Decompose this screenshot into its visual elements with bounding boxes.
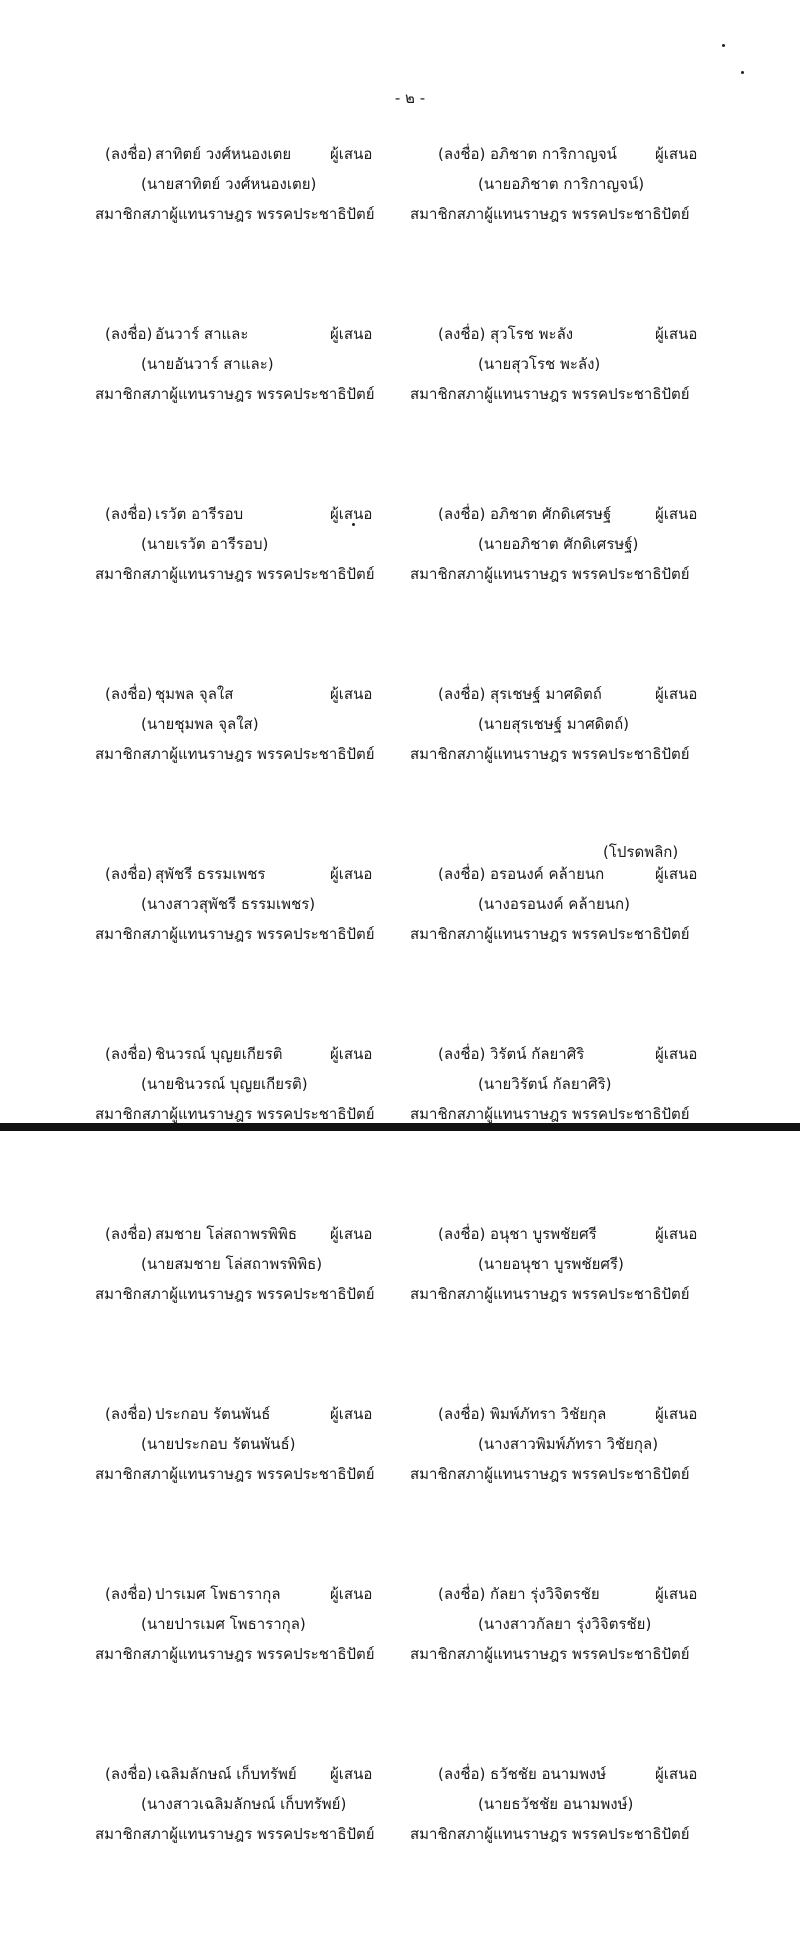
affiliation-line: สมาชิกสภาผู้แทนราษฎร พรรคประชาธิปัตย์ [410,205,690,223]
proposer-label: ผู้เสนอ [330,325,373,343]
sign-label: (ลงชื่อ) [105,685,153,703]
proposer-label: ผู้เสนอ [330,505,373,523]
sign-label: (ลงชื่อ) [105,145,153,163]
signer-full-name: (นายอภิชาต ศักดิเศรษฐ์) [478,535,639,553]
proposer-label: ผู้เสนอ [655,1585,698,1603]
signer-name: พิมพ์ภัทรา วิชัยกุล [490,1405,607,1423]
sign-label: (ลงชื่อ) [438,1405,486,1423]
scan-speck [741,71,744,74]
signer-name: เรวัต อารีรอบ [155,505,244,523]
signature-entry [95,859,395,1039]
proposer-label: ผู้เสนอ [330,145,373,163]
sign-label: (ลงชื่อ) [105,1585,153,1603]
signer-name: กัลยา รุ่งวิจิตรชัย [490,1585,600,1603]
signature-entry [410,679,720,859]
proposer-label: ผู้เสนอ [330,865,373,883]
signature-entry [95,1399,395,1579]
signature-line [95,139,395,169]
signer-name: ชินวรณ์ บุญยเกียรติ [155,1045,283,1063]
proposer-label: ผู้เสนอ [655,1225,698,1243]
proposer-label: ผู้เสนอ [330,1405,373,1423]
signer-name: อภิชาต การิกาญจน์ [490,145,617,163]
signature-entry [95,1579,395,1759]
sign-label: (ลงชื่อ) [105,1045,153,1063]
affiliation-line: สมาชิกสภาผู้แทนราษฎร พรรคประชาธิปัตย์ [95,1645,375,1663]
signer-name: สุพัชรี ธรรมเพชร [155,865,266,883]
signer-full-name: (นายชินวรณ์ บุญยเกียรติ) [141,1075,308,1093]
affiliation-line: สมาชิกสภาผู้แทนราษฎร พรรคประชาธิปัตย์ [410,385,690,403]
signer-full-name: (นางสาวพิมพ์ภัทรา วิชัยกุล) [478,1435,659,1453]
signer-name: อรอนงค์ คล้ายนก [490,865,605,883]
right-signature-column [410,139,720,1939]
signature-line [410,1219,720,1249]
sign-label: (ลงชื่อ) [438,1045,486,1063]
signature-entry [410,1759,720,1939]
signature-line [95,1219,395,1249]
signer-full-name: (นางสาวกัลยา รุ่งวิจิตรชัย) [478,1615,652,1633]
signature-entry [95,139,395,319]
affiliation-line: สมาชิกสภาผู้แทนราษฎร พรรคประชาธิปัตย์ [410,925,690,943]
signer-name: อนุชา บูรพชัยศรี [490,1225,597,1243]
signature-line [95,679,395,709]
sign-label: (ลงชื่อ) [105,865,153,883]
signature-line [95,1759,395,1789]
signature-line [95,499,395,529]
signer-full-name: (นายอันวาร์ สาและ) [141,355,274,373]
signer-name: วิรัตน์ กัลยาศิริ [490,1045,585,1063]
signature-line [410,679,720,709]
signature-entry [95,499,395,679]
signature-entry [410,319,720,499]
signer-name: ประกอบ รัตนพันธ์ [155,1405,271,1423]
affiliation-line: สมาชิกสภาผู้แทนราษฎร พรรคประชาธิปัตย์ [410,1465,690,1483]
signer-name: สาทิตย์ วงศ์หนองเตย [155,145,292,163]
signature-line [410,499,720,529]
sign-label: (ลงชื่อ) [105,1225,153,1243]
signer-name: สมชาย โล่สถาพรพิพิธ [155,1225,297,1243]
signer-full-name: (นายสุรเชษฐ์ มาศดิตถ์) [478,715,630,733]
signature-line [95,1039,395,1069]
affiliation-line: สมาชิกสภาผู้แทนราษฎร พรรคประชาธิปัตย์ [95,1105,375,1123]
affiliation-line: สมาชิกสภาผู้แทนราษฎร พรรคประชาธิปัตย์ [410,1645,690,1663]
signer-full-name: (นางสาวเฉลิมลักษณ์ เก็บทรัพย์) [141,1795,347,1813]
signer-full-name: (นางอรอนงค์ คล้ายนก) [478,895,630,913]
proposer-label: ผู้เสนอ [655,325,698,343]
affiliation-line: สมาชิกสภาผู้แทนราษฎร พรรคประชาธิปัตย์ [95,385,375,403]
signature-line [95,1579,395,1609]
proposer-label: ผู้เสนอ [655,1765,698,1783]
signature-line [95,1399,395,1429]
signer-name: ปารเมศ โพธารากุล [155,1585,281,1603]
turn-over-note: (โปรดพลิก) [603,843,679,861]
signer-full-name: (นายวิรัตน์ กัลยาศิริ) [478,1075,612,1093]
signature-line [410,1579,720,1609]
proposer-label: ผู้เสนอ [655,685,698,703]
sign-label: (ลงชื่อ) [438,505,486,523]
signer-name: อันวาร์ สาและ [155,325,249,343]
sign-label: (ลงชื่อ) [438,1225,486,1243]
sign-label: (ลงชื่อ) [438,145,486,163]
signature-line [95,319,395,349]
affiliation-line: สมาชิกสภาผู้แทนราษฎร พรรคประชาธิปัตย์ [410,1285,690,1303]
signer-full-name: (นายปารเมศ โพธารากุล) [141,1615,306,1633]
proposer-label: ผู้เสนอ [330,1585,373,1603]
affiliation-line: สมาชิกสภาผู้แทนราษฎร พรรคประชาธิปัตย์ [95,1285,375,1303]
proposer-label: ผู้เสนอ [655,505,698,523]
affiliation-line: สมาชิกสภาผู้แทนราษฎร พรรคประชาธิปัตย์ [410,745,690,763]
signature-entry [410,1399,720,1579]
signature-entry [410,1219,720,1399]
sign-label: (ลงชื่อ) [438,325,486,343]
proposer-label: ผู้เสนอ [655,145,698,163]
signer-name: สุรเชษฐ์ มาศดิตถ์ [490,685,602,703]
scan-bottom-edge [0,1123,800,1131]
proposer-label: ผู้เสนอ [655,1405,698,1423]
signature-line [410,1759,720,1789]
signature-line [410,1399,720,1429]
signature-entry [95,679,395,859]
signature-line [410,139,720,169]
signature-entry [95,319,395,499]
signature-entry [410,859,720,1039]
signature-line [410,1039,720,1069]
affiliation-line: สมาชิกสภาผู้แทนราษฎร พรรคประชาธิปัตย์ [410,1105,690,1123]
signer-full-name: (นายเรวัต อารีรอบ) [141,535,269,553]
signature-line [410,319,720,349]
signature-entry [410,139,720,319]
signer-full-name: (นางสาวสุพัชรี ธรรมเพชร) [141,895,316,913]
signer-full-name: (นายสุวโรช พะลัง) [478,355,601,373]
proposer-label: ผู้เสนอ [330,1045,373,1063]
signer-full-name: (นายอนุชา บูรพชัยศรี) [478,1255,624,1273]
proposer-label: ผู้เสนอ [655,865,698,883]
signer-full-name: (นายสาทิตย์ วงศ์หนองเตย) [141,175,317,193]
signature-entry [410,1579,720,1759]
proposer-label: ผู้เสนอ [330,685,373,703]
signer-name: สุวโรช พะลัง [490,325,574,343]
signer-full-name: (นายประกอบ รัตนพันธ์) [141,1435,296,1453]
signer-full-name: (นายอภิชาต การิกาญจน์) [478,175,645,193]
signature-entry [95,1759,395,1939]
page-number: - ๒ - [394,89,426,107]
signer-name: เฉลิมลักษณ์ เก็บทรัพย์ [155,1765,297,1783]
sign-label: (ลงชื่อ) [438,865,486,883]
signer-full-name: (นายสมชาย โล่สถาพรพิพิธ) [141,1255,323,1273]
signer-name: ธวัชชัย อนามพงษ์ [490,1765,607,1783]
left-signature-column [95,139,395,1939]
signer-name: ชุมพล จุลใส [155,685,234,703]
proposer-label: ผู้เสนอ [330,1765,373,1783]
affiliation-line: สมาชิกสภาผู้แทนราษฎร พรรคประชาธิปัตย์ [95,1825,375,1843]
sign-label: (ลงชื่อ) [105,1405,153,1423]
proposer-label: ผู้เสนอ [655,1045,698,1063]
proposer-label: ผู้เสนอ [330,1225,373,1243]
sign-label: (ลงชื่อ) [438,685,486,703]
affiliation-line: สมาชิกสภาผู้แทนราษฎร พรรคประชาธิปัตย์ [95,745,375,763]
sign-label: (ลงชื่อ) [438,1765,486,1783]
signature-entry [410,499,720,679]
affiliation-line: สมาชิกสภาผู้แทนราษฎร พรรคประชาธิปัตย์ [95,1465,375,1483]
sign-label: (ลงชื่อ) [105,1765,153,1783]
affiliation-line: สมาชิกสภาผู้แทนราษฎร พรรคประชาธิปัตย์ [410,565,690,583]
signer-full-name: (นายชุมพล จุลใส) [141,715,259,733]
signature-entry [95,1219,395,1399]
signer-name: อภิชาต ศักดิเศรษฐ์ [490,505,612,523]
sign-label: (ลงชื่อ) [438,1585,486,1603]
sign-label: (ลงชื่อ) [105,505,153,523]
signature-line [95,859,395,889]
affiliation-line: สมาชิกสภาผู้แทนราษฎร พรรคประชาธิปัตย์ [410,1825,690,1843]
affiliation-line: สมาชิกสภาผู้แทนราษฎร พรรคประชาธิปัตย์ [95,925,375,943]
affiliation-line: สมาชิกสภาผู้แทนราษฎร พรรคประชาธิปัตย์ [95,205,375,223]
scan-speck [722,44,725,47]
signer-full-name: (นายธวัชชัย อนามพงษ์) [478,1795,634,1813]
sign-label: (ลงชื่อ) [105,325,153,343]
affiliation-line: สมาชิกสภาผู้แทนราษฎร พรรคประชาธิปัตย์ [95,565,375,583]
